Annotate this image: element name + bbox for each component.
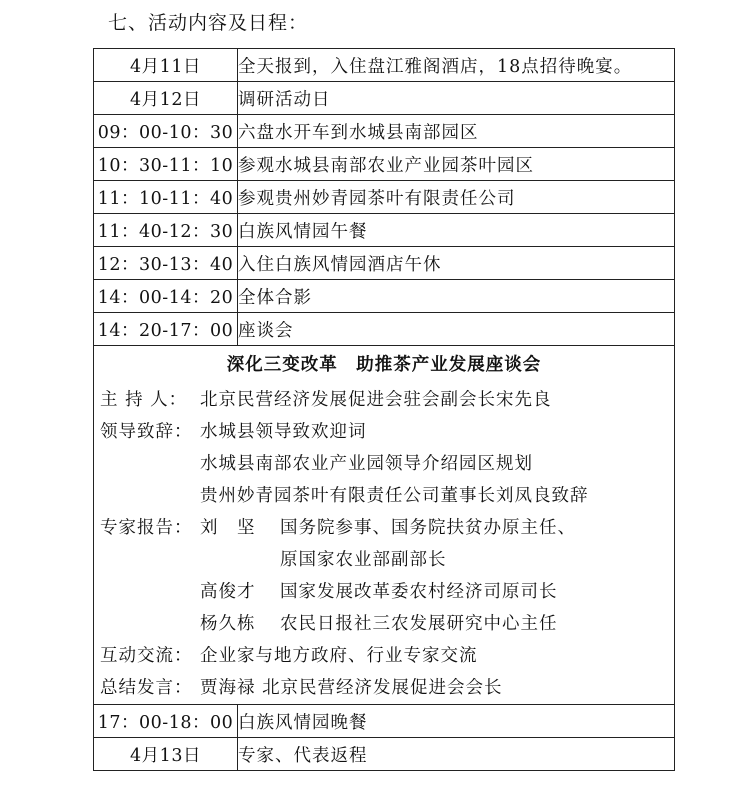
table-row (94, 247, 675, 280)
summary-value: 贾海禄 北京民营经济发展促进会会长 (200, 678, 503, 698)
time-cell: 11：10-11：40 (94, 181, 238, 214)
expert-name: 高俊才 (200, 582, 256, 602)
speech-label: 领导致辞： (100, 422, 193, 442)
table-row (94, 115, 675, 148)
speech-line (94, 448, 674, 480)
schedule-table (93, 48, 675, 771)
section-heading: 七、活动内容及日程： (108, 12, 309, 34)
speech-item: 贵州妙青园茶叶有限责任公司董事长刘凤良致辞 (200, 486, 589, 506)
time-cell: 4月12日 (94, 82, 238, 115)
table-row (94, 82, 675, 115)
desc-cell: 入住白族风情园酒店午休 (238, 247, 675, 280)
table-row (94, 214, 675, 247)
desc-cell: 全天报到，入住盘江雅阁酒店，18点招待晚宴。 (238, 49, 675, 82)
table-row (94, 49, 675, 82)
table-row (94, 738, 675, 771)
time-cell: 14：00-14：20 (94, 280, 238, 313)
time-cell: 14：20-17：00 (94, 313, 238, 346)
exchange-value: 企业家与地方政府、行业专家交流 (200, 646, 478, 666)
table-row (94, 181, 675, 214)
forum-title: 深化三变改革 助推茶产业发展座谈会 (226, 355, 542, 375)
expert-line (94, 608, 674, 640)
table-row (94, 705, 675, 738)
speech-item: 水城县南部农业产业园领导介绍园区规划 (200, 454, 533, 474)
desc-cell: 调研活动日 (238, 82, 675, 115)
time-cell: 11：40-12：30 (94, 214, 238, 247)
host-line (94, 384, 674, 416)
speech-line (94, 416, 674, 448)
expert-name: 刘 坚 (200, 518, 256, 538)
table-row (94, 313, 675, 346)
time-cell: 4月11日 (94, 49, 238, 82)
expert-role: 农民日报社三农发展研究中心主任 (280, 614, 558, 634)
expert-line (94, 512, 674, 544)
speech-item: 水城县领导致欢迎词 (200, 422, 367, 442)
speech-line (94, 480, 674, 512)
expert-line (94, 544, 674, 576)
time-cell: 17：00-18：00 (94, 705, 238, 738)
desc-cell: 参观水城县南部农业产业园茶叶园区 (238, 148, 675, 181)
forum-row (94, 346, 675, 705)
time-cell: 09：00-10：30 (94, 115, 238, 148)
summary-label: 总结发言： (100, 678, 193, 698)
expert-label: 专家报告： (100, 518, 193, 538)
forum-cell (94, 346, 675, 705)
exchange-line (94, 640, 674, 672)
table-row (94, 148, 675, 181)
host-label: 主 持 人： (100, 390, 188, 410)
expert-role: 国家发展改革委农村经济司原司长 (280, 582, 558, 602)
summary-line (94, 672, 674, 704)
expert-name: 杨久栋 (200, 614, 256, 634)
table-row (94, 280, 675, 313)
desc-cell: 参观贵州妙青园茶叶有限责任公司 (238, 181, 675, 214)
exchange-label: 互动交流： (100, 646, 193, 666)
expert-role: 国务院参事、国务院扶贫办原主任、 (280, 518, 576, 538)
time-cell: 10：30-11：10 (94, 148, 238, 181)
desc-cell: 全体合影 (238, 280, 675, 313)
host-value: 北京民营经济发展促进会驻会副会长宋先良 (200, 390, 552, 410)
desc-cell: 六盘水开车到水城县南部园区 (238, 115, 675, 148)
expert-role: 原国家农业部副部长 (280, 550, 447, 570)
time-cell: 12：30-13：40 (94, 247, 238, 280)
desc-cell: 专家、代表返程 (238, 738, 675, 771)
desc-cell: 座谈会 (238, 313, 675, 346)
desc-cell: 白族风情园晚餐 (238, 705, 675, 738)
desc-cell: 白族风情园午餐 (238, 214, 675, 247)
time-cell: 4月13日 (94, 738, 238, 771)
expert-line (94, 576, 674, 608)
